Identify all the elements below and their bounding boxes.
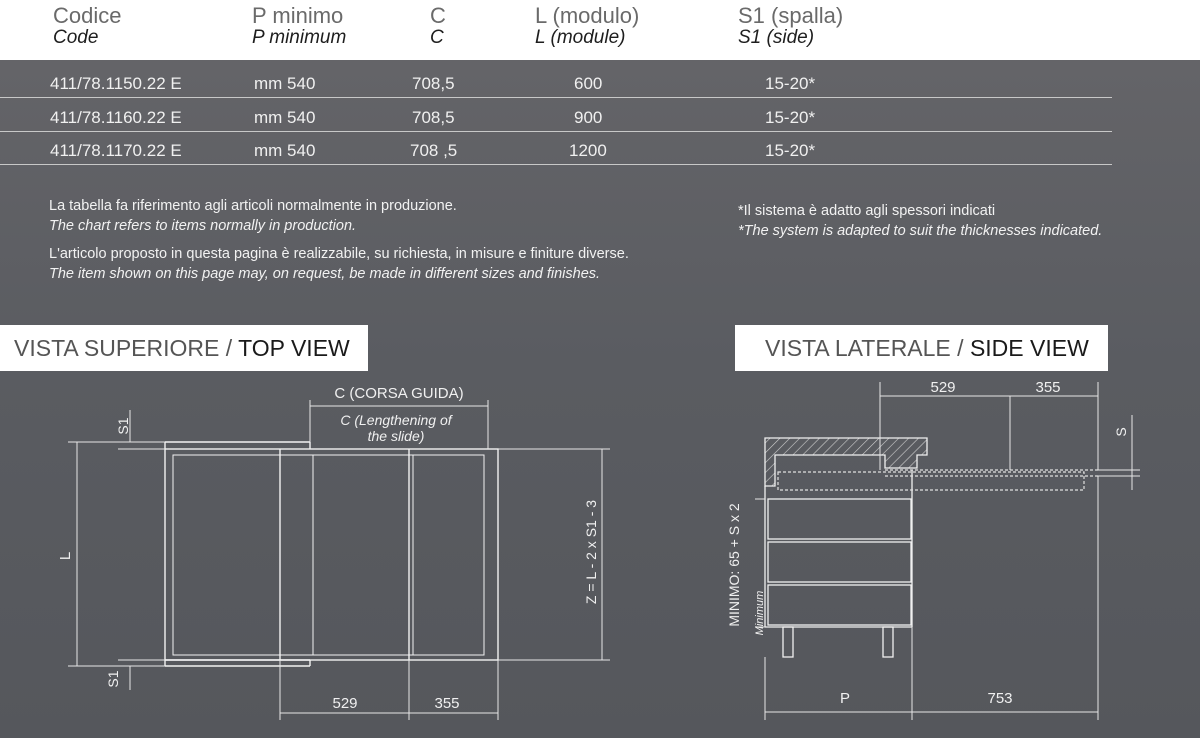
- header-p-minimum: P minimo P minimum: [252, 3, 347, 48]
- header-s1-side: S1 (spalla) S1 (side): [738, 3, 844, 48]
- l-label: L: [57, 551, 74, 561]
- cell-s1: 15-20*: [765, 108, 816, 127]
- note-chart-it: La tabella fa riferimento agli articoli normalmente in produzione.: [49, 198, 457, 214]
- cell-l: 1200: [569, 141, 607, 160]
- cell-c: 708 ,5: [410, 141, 458, 160]
- dim-355-label: 355: [434, 695, 460, 712]
- note-item-en: The item shown on this page may, on request, be made in different sizes and finishes.: [49, 266, 601, 282]
- header-l-module: L (modulo) L (module): [535, 3, 640, 48]
- s1-top-label: S1: [115, 417, 131, 435]
- cell-code: 411/78.1170.22 E: [50, 141, 182, 160]
- cell-p: mm 540: [254, 141, 316, 160]
- cell-code: 411/78.1150.22 E: [50, 74, 182, 93]
- lengthening-label-2: the slide): [367, 428, 425, 444]
- header-c: C C: [430, 3, 446, 48]
- corsa-guida-label: C (CORSA GUIDA): [334, 385, 464, 402]
- note-system-en: *The system is adapted to suit the thicknesses indicated.: [738, 223, 1103, 239]
- lengthening-label-1: C (Lengthening of: [340, 412, 452, 428]
- side-view-label: VISTA LATERALE / SIDE VIEW: [735, 325, 1108, 371]
- z-formula-label: Z = L - 2 x S1 - 3: [583, 499, 599, 605]
- cell-code: 411/78.1160.22 E: [50, 108, 182, 127]
- cell-s1: 15-20*: [765, 74, 816, 93]
- side-dim-529-label: 529: [930, 379, 956, 396]
- cell-l: 600: [574, 74, 603, 93]
- note-system-it: *Il sistema è adatto agli spessori indicati: [738, 203, 996, 219]
- cell-c: 708,5: [412, 74, 455, 93]
- s-label: S: [1113, 427, 1129, 437]
- p-label: P: [839, 690, 851, 707]
- cell-p: mm 540: [254, 108, 316, 127]
- cell-p: mm 540: [254, 74, 316, 93]
- s1-bottom-label: S1: [105, 670, 121, 688]
- cell-l: 900: [574, 108, 603, 127]
- minimum-label: Minimum: [754, 590, 766, 636]
- cell-c: 708,5: [412, 108, 455, 127]
- note-item-it: L'articolo proposto in questa pagina è realizzabile, su richiesta, in misure e finiture diverse.: [49, 246, 629, 262]
- note-chart-en: The chart refers to items normally in production.: [49, 218, 357, 234]
- side-dim-355-label: 355: [1035, 379, 1061, 396]
- minimo-label: MINIMO: 65 + S x 2: [726, 503, 742, 627]
- cell-s1: 15-20*: [765, 141, 816, 160]
- top-view-label: VISTA SUPERIORE / TOP VIEW: [0, 325, 368, 371]
- dim-529-label: 529: [332, 695, 358, 712]
- header-code: Codice Code: [53, 3, 122, 48]
- dim-753-label: 753: [987, 690, 1013, 707]
- side-view-drawing: [700, 0, 1200, 738]
